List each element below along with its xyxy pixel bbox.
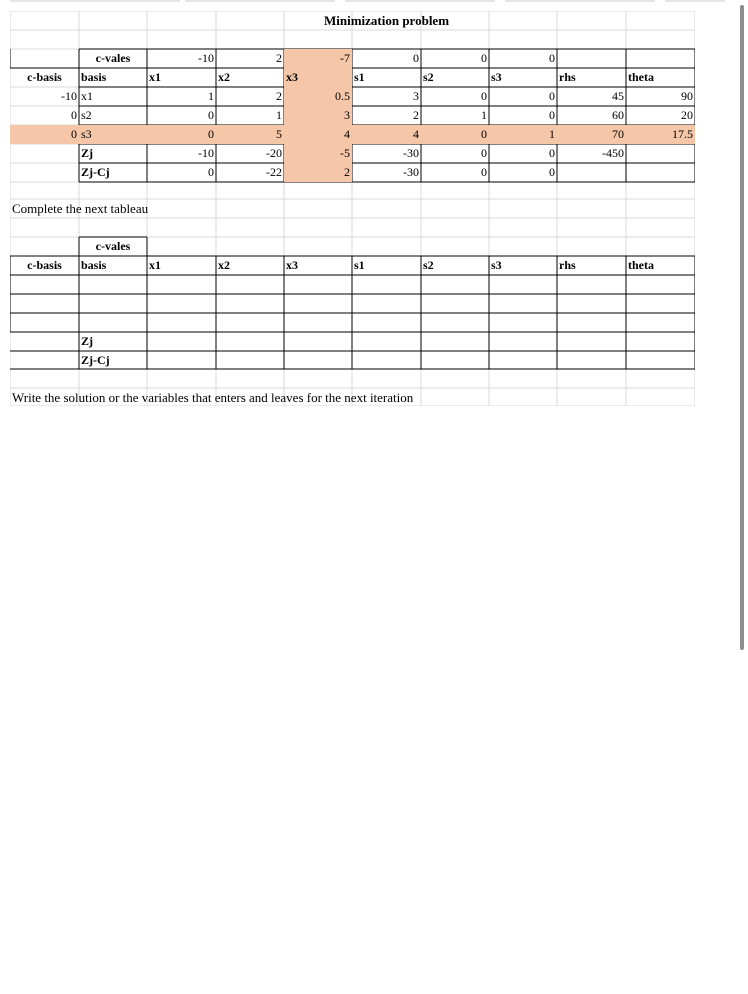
table2-empty-cell[interactable]	[10, 294, 79, 313]
table2-empty-cell[interactable]	[10, 275, 79, 294]
tableau-value: 0	[481, 127, 487, 141]
rhs-value: 60	[612, 108, 624, 122]
cvalue-cell: -7	[340, 51, 350, 65]
tableau-value: 1	[549, 127, 555, 141]
table2-empty-cell[interactable]	[216, 294, 284, 313]
rhs-value: 45	[612, 89, 624, 103]
tableau-value: 2	[276, 89, 282, 103]
tableau-value: 1	[276, 108, 282, 122]
table2-empty-cell[interactable]	[352, 294, 421, 313]
table1-header-s1: s1	[354, 70, 365, 84]
table2-empty-cell[interactable]	[10, 313, 79, 332]
table2-empty-cell[interactable]	[352, 275, 421, 294]
theta-value: 90	[681, 89, 693, 103]
tableau-value: 4	[344, 127, 350, 141]
table1-header-x3: x3	[286, 70, 298, 84]
table2-empty-cell[interactable]	[284, 294, 352, 313]
footer-instruction: Write the solution or the variables that enters and leaves for the next iteration	[12, 390, 414, 405]
zjcj-value: -22	[266, 165, 282, 179]
table2-header-s1: s1	[354, 258, 365, 272]
top-divider	[505, 0, 655, 2]
table2-empty-cell[interactable]	[421, 294, 489, 313]
vertical-scrollbar[interactable]	[740, 5, 744, 650]
top-divider	[10, 0, 180, 2]
table2-header-theta: theta	[628, 258, 654, 272]
cvalue-cell: 2	[276, 51, 282, 65]
table2-zjcj-label: Zj-Cj	[81, 353, 110, 367]
table2-cvales-label: c-vales	[95, 239, 131, 253]
table2-header-x1: x1	[149, 258, 161, 272]
basis-coefficient: 0	[71, 108, 77, 122]
tableau-value: 1	[208, 89, 214, 103]
tableau-value: 0.5	[335, 89, 350, 103]
table2-empty-cell[interactable]	[79, 313, 147, 332]
zj-value: -10	[198, 146, 214, 160]
theta-value: 17.5	[672, 127, 693, 141]
table2-empty-cell[interactable]	[352, 313, 421, 332]
table2-empty-cell[interactable]	[421, 313, 489, 332]
table2-header-basis: basis	[81, 258, 107, 272]
tableau-value: 0	[481, 89, 487, 103]
table2-empty-cell[interactable]	[79, 294, 147, 313]
zj-value: -30	[403, 146, 419, 160]
table2-empty-cell[interactable]	[557, 275, 626, 294]
tableau-value: 0	[549, 108, 555, 122]
table2-empty-cell[interactable]	[489, 275, 557, 294]
zj-value: -20	[266, 146, 282, 160]
table2-header-s2: s2	[423, 258, 434, 272]
zjcj-value: 0	[208, 165, 214, 179]
zj-value: 0	[481, 146, 487, 160]
tableau-value: 3	[344, 108, 350, 122]
cvalue-cell: 0	[413, 51, 419, 65]
tableau-value: 5	[276, 127, 282, 141]
basis-variable: s3	[81, 127, 92, 141]
table2-empty-cell[interactable]	[147, 313, 216, 332]
tableau-value: 1	[481, 108, 487, 122]
table2-empty-cell[interactable]	[147, 294, 216, 313]
basis-variable: x1	[81, 89, 93, 103]
basis-coefficient: 0	[71, 127, 77, 141]
top-divider	[345, 0, 495, 2]
zjcj-label: Zj-Cj	[81, 165, 110, 179]
table2-empty-cell[interactable]	[557, 313, 626, 332]
table1-header-basis: basis	[81, 70, 107, 84]
table2-empty-cell[interactable]	[489, 313, 557, 332]
table2-empty-cell[interactable]	[284, 313, 352, 332]
zj-value: -5	[340, 146, 350, 160]
tableau-value: 0	[208, 127, 214, 141]
theta-value: 20	[681, 108, 693, 122]
table2-header-c-basis: c-basis	[27, 258, 62, 272]
cvalue-cell: 0	[481, 51, 487, 65]
cvales-label: c-vales	[95, 51, 131, 65]
table2-empty-cell[interactable]	[147, 275, 216, 294]
zj-rhs-value: -450	[602, 146, 624, 160]
tableau-value: 4	[413, 127, 419, 141]
zj-label: Zj	[81, 146, 93, 160]
rhs-value: 70	[612, 127, 624, 141]
table2-empty-cell[interactable]	[216, 275, 284, 294]
table2-empty-cell[interactable]	[284, 275, 352, 294]
table2-zj-label: Zj	[81, 334, 93, 348]
table2-empty-cell[interactable]	[626, 313, 695, 332]
tableau-value: 0	[549, 89, 555, 103]
table2-header-s3: s3	[491, 258, 502, 272]
table2-header-x2: x2	[218, 258, 230, 272]
zj-value: 0	[549, 146, 555, 160]
zjcj-value: -30	[403, 165, 419, 179]
cvalue-cell: 0	[549, 51, 555, 65]
top-divider	[185, 0, 335, 2]
table2-empty-cell[interactable]	[626, 294, 695, 313]
table1-header-x1: x1	[149, 70, 161, 84]
zjcj-value: 2	[344, 165, 350, 179]
table1-header-rhs: rhs	[559, 70, 576, 84]
table2-empty-cell[interactable]	[489, 294, 557, 313]
table1-header-theta: theta	[628, 70, 654, 84]
instruction-text: Complete the next tableau	[12, 201, 149, 216]
table2-empty-cell[interactable]	[216, 313, 284, 332]
table2-empty-cell[interactable]	[626, 275, 695, 294]
zjcj-value: 0	[481, 165, 487, 179]
zjcj-value: 0	[549, 165, 555, 179]
table2-empty-cell[interactable]	[79, 275, 147, 294]
table1-header-c-basis: c-basis	[27, 70, 62, 84]
table1-header-x2: x2	[218, 70, 230, 84]
cvalue-cell: -10	[198, 51, 214, 65]
table2-empty-cell[interactable]	[421, 275, 489, 294]
table1-header-s2: s2	[423, 70, 434, 84]
basis-variable: s2	[81, 108, 92, 122]
tableau-value: 2	[413, 108, 419, 122]
tableau-value: 0	[208, 108, 214, 122]
page-title: Minimization problem	[323, 13, 450, 28]
table2-header-rhs: rhs	[559, 258, 576, 272]
table2-empty-cell[interactable]	[557, 294, 626, 313]
basis-coefficient: -10	[61, 89, 77, 103]
table1-header-s3: s3	[491, 70, 502, 84]
tableau-value: 3	[413, 89, 419, 103]
top-divider	[665, 0, 725, 2]
table2-header-x3: x3	[286, 258, 298, 272]
